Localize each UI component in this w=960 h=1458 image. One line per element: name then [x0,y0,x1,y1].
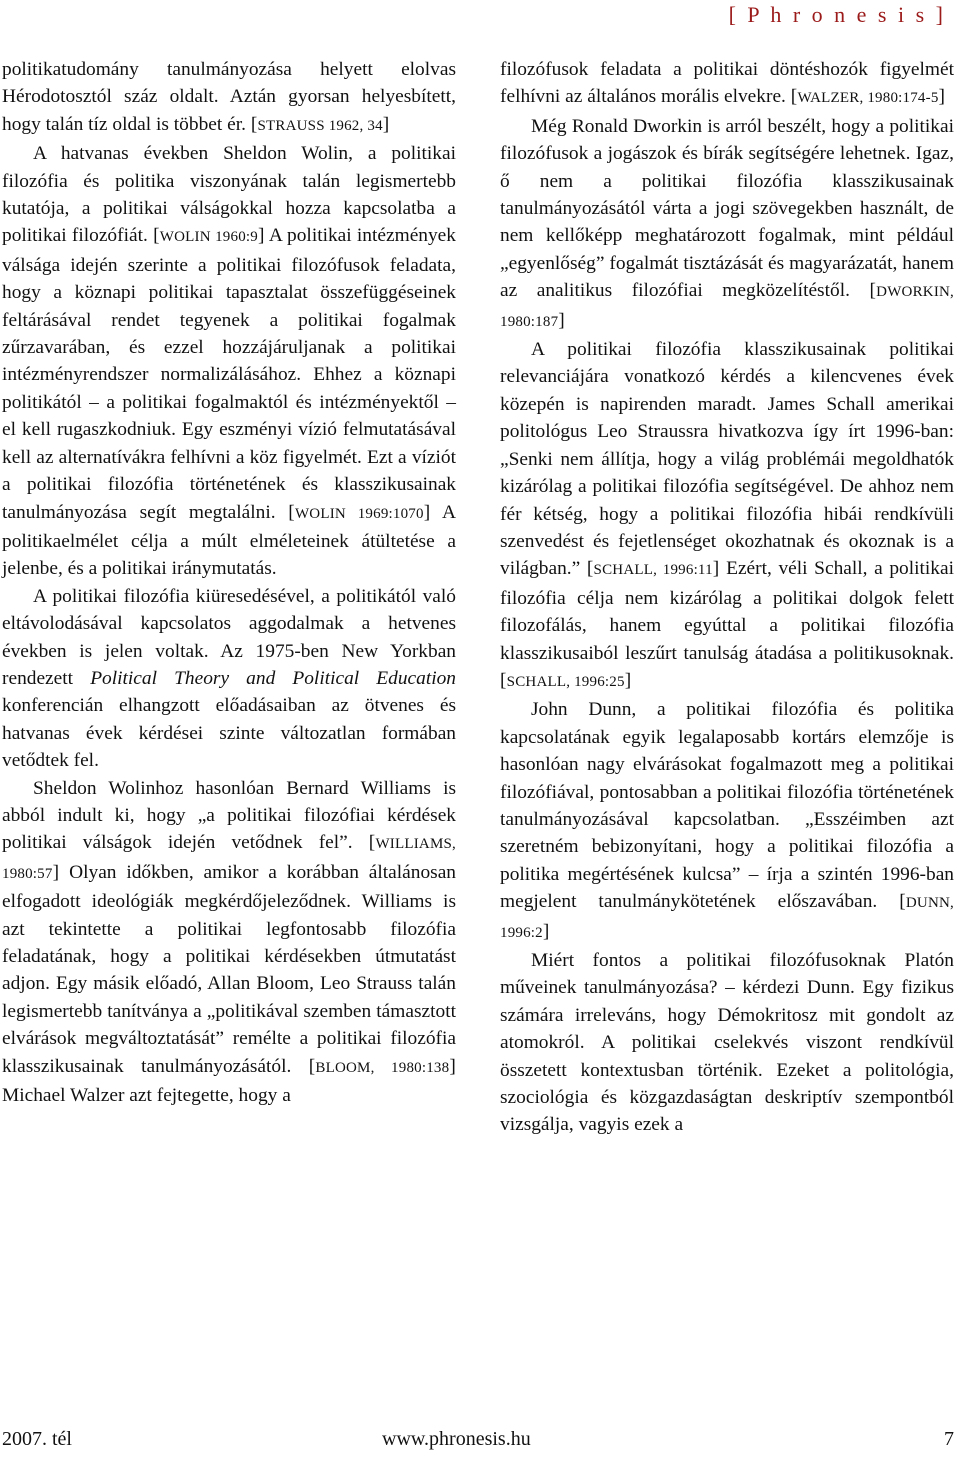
left-column [2,56,456,1109]
website-link[interactable]: www.phronesis.hu [382,1428,531,1450]
citation: [STRAUSS 1962, 34] [250,113,390,135]
page-footer [2,1428,954,1458]
paragraph-text: Michael Walzer azt fejtegette, hogy a [2,1085,291,1107]
paragraph [500,696,954,947]
paragraph [2,775,456,1110]
paragraph-text: A politikai filozófia kiüresedésével, a politikától való eltávolodásával kapcsolatos aggodalmak a hetvenes években is jelen voltak. Az 1975-ben New Yorkban rendezett [2,585,456,689]
citation: [WOLIN 1960:9] [153,225,265,247]
citation-text: WOLIN 1969:1070 [294,505,424,522]
citation: [DWORKIN, 1980:187] [500,280,954,331]
citation: [BLOOM, 1980:138] [308,1055,456,1077]
paragraph [500,113,954,336]
paragraph-text: politikatudomány tanulmányozása helyett elolvas Hérodotosztól száz oldalt. Aztán gyorsan helyesbített, hogy talán tíz oldal is többet ér. [2,59,456,135]
citation-text: WILLIAMS, 1980:57 [2,836,456,882]
paragraph-text: Sheldon Wolinhoz hasonlóan Bernard Williams is abból indult ki, hogy „a politikai filozófiai kérdések politikai válságok idején vetődnek fel”. [2,777,456,854]
citation: [WILLIAMS, 1980:57] [2,832,456,883]
citation-text: STRAUSS 1962, 34 [257,117,383,134]
paragraph-text: A politikaelmélet célja a múlt elméleteinek átültetése a jelenbe, és a politikai iránymutatás. [2,501,456,580]
paragraph-text: A hatvanas években Sheldon Wolin, a politikai filozófia és politika viszonyának talán legismertebb kutatója, a politikai válságokkal hozza kapcsolatba a politikai filozófiát. [2,143,456,247]
citation-text: SCHALL, 1996:11 [593,562,713,579]
paragraph-text: A politikai intézmények válsága idején szerinte a politikai filozófusok feladata, hogy a köznapi politikai tapasztalat összefüggéseinek feltárásával rendet tegyenek a politikai fogalmak zűrzavarában, és ezzel hozzájáruljanak a politikai intézményrendszer normalizálásához. Ehhez a köznapi politikától – a politikai fogalmaktól és intézményektől – el kell rugaszkodniuk. Egy eszményi vízió felmutatásával kell az alternatívákra felhívni a köz figyelmét. Ezt a víziót a politikai filozófia történetének és klasszikusainak tanulmányozása segít megtalálni. [2,225,456,523]
paragraph [500,56,954,113]
citation-text: BLOOM, 1980:138 [315,1059,450,1076]
paragraph-text: konferencián elhangzott előadásaiban az ötvenes és hatvanas évek kérdései szinte változatlan formában vetődtek fel. [2,695,456,772]
paragraph [2,140,456,583]
paragraph-text: John Dunn, a politikai filozófia és politika kapcsolatának egyik legalaposabb kortárs elemzője is hasonlóan nagy elvárásokat fogalmazott meg a politikai filozófiával, pontosabban a politikai filozófia történetének tanulmányozásával kapcsolatban. „Esszéimben azt szeretném bebizonyítani, hogy a politikai filozófia a politika megértésének kulcsa” – írja a szintén 1996-ban megjelent tanulmánykötetének előszavában. [500,699,954,913]
paragraph [500,947,954,1139]
paragraph [2,583,456,775]
page-number: 7 [944,1428,954,1450]
citation: [SCHALL, 1996:11] [586,558,720,580]
citation: [SCHALL, 1996:25] [500,669,632,691]
citation-text: DWORKIN, 1980:187 [500,284,954,330]
right-column [500,56,954,1139]
paragraph-text: Ezért, véli Schall, a politikai filozófia célja nem kizárólag a politikai dolgok felett filozofálás, hanem egyúttal a politikai filozófia klasszikusaiból leszűrt tanulság átadása a politikusoknak. [500,558,954,664]
paragraph-text: Még Ronald Dworkin is arról beszélt, hogy a politikai filozófusok a jogászok és bírák segítségére lehetnek. Igaz, ő nem a politikai filozófia klasszikusainak tanulmányozásától várta a jogi szövegekben használt, de nem kellőképp meghatározott fogalmak, mint például „egyenlőség” fogalmát tisztázását és magyarázatát, hanem az analitikus filozófiai megközelítéstől. [500,115,954,302]
paragraph-text: Olyan időkben, amikor a korábban általánosan elfogadott ideológiák megkérdőjeleződnek. Williams is azt tekintette a politikai legfontosabb filozófia feladatának, hogy a politikai kérdésekben útmutatást adjon. Egy másik előadó, Allan Bloom, Leo Strauss talán legismertebb tanítványa a „politikával szemben támasztott elvárások megváltoztatását” remélte a politikai filozófia klasszikusainak tanulmányozásától. [2,861,456,1077]
citation: [DUNN, 1996:2] [500,891,954,942]
paragraph [2,56,456,140]
paragraph-text: filozófusok feladata a politikai döntéshozók figyelmét felhívni az általános morális elvekre. [500,59,954,108]
conference-title: Political Theory and Political Education [90,667,456,689]
issue-label: 2007. tél [2,1428,72,1450]
citation-text: DUNN, 1996:2 [500,895,954,941]
paragraph [500,336,954,696]
citation: [WALZER, 1980:174-5] [790,86,946,108]
citation-text: SCHALL, 1996:25 [506,673,625,690]
citation-text: WOLIN 1960:9 [159,229,258,246]
citation-text: WALZER, 1980:174-5 [797,90,939,107]
journal-header: [ P h r o n e s i s ] [728,2,946,27]
paragraph-text: Miért fontos a politikai filozófusoknak Platón műveinek tanulmányozása? – kérdezi Dunn. Egy fizikus számára irreleváns, hogy Démokritosz mit gondolt az atomokról. A politikai cselekvés viszont rendkívül összetett kontextusban történik. Ezeket a politológia, szociológia és közgazdaságtan deskriptív szempontból vizsgálja, vagyis ezek a [500,950,954,1136]
citation: [WOLIN 1969:1070] [288,501,431,523]
paragraph-text: A politikai filozófia klasszikusainak politikai relevanciájára vonatkozó kérdés a kilencvenes évek közepén is napirenden maradt. James Schall amerikai politológus Leo Straussra hivatkozva így írt 1996-ban: „Senki nem állítja, hogy a világ problémái megoldhatók kizárólag a politikai filozófia segítségével. De ahhoz nem fér kétség, hogy a politikai filozófia hibái rendkívüli szenvedést és fejetlenséget okozhatnak és okoznak is a világban.” [500,339,954,580]
